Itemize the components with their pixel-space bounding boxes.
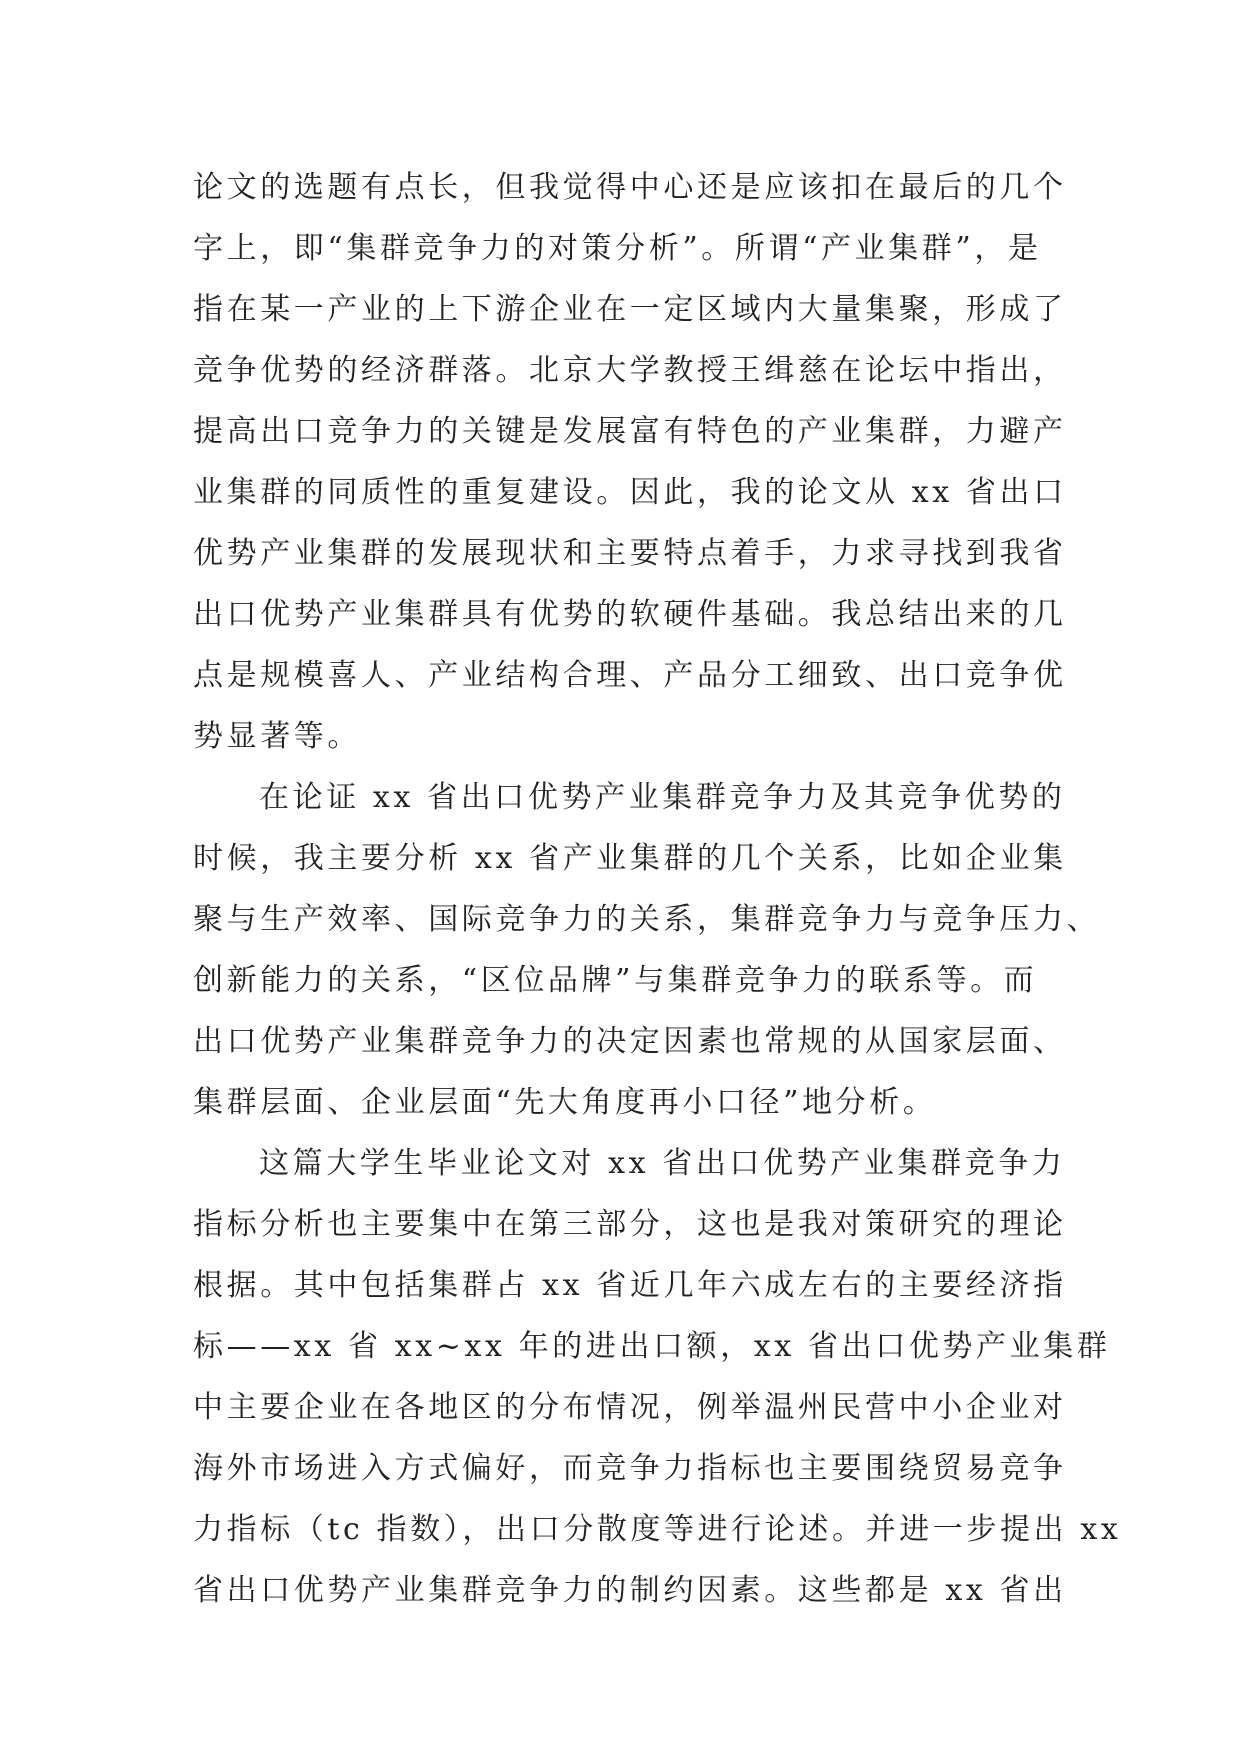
paragraph-start-line: 这篇大学生毕业论文对 xx 省出口优势产业集群竞争力 bbox=[259, 1146, 1066, 1181]
text-line: 标——xx 省 xx~xx 年的进出口额，xx 省出口优势产业集群 bbox=[193, 1329, 1111, 1364]
text-line: 聚与生产效率、国际竞争力的关系，集群竞争力与竞争压力、 bbox=[193, 902, 1101, 937]
text-line: 根据。其中包括集群占 xx 省近几年六成左右的主要经济指 bbox=[193, 1268, 1067, 1303]
text-line: 优势产业集群的发展现状和主要特点着手，力求寻找到我省 bbox=[193, 536, 1067, 571]
text-line: 指在某一产业的上下游企业在一定区域内大量集聚，形成了 bbox=[193, 292, 1067, 327]
text-line: 时候，我主要分析 xx 省产业集群的几个关系，比如企业集 bbox=[193, 841, 1067, 876]
text-line: 论文的选题有点长，但我觉得中心还是应该扣在最后的几个 bbox=[193, 170, 1067, 205]
text-line: 业集群的同质性的重复建设。因此，我的论文从 xx 省出口 bbox=[193, 475, 1067, 510]
text-line: 出口优势产业集群具有优势的软硬件基础。我总结出来的几 bbox=[193, 597, 1067, 632]
text-line: 点是规模喜人、产业结构合理、产品分工细致、出口竞争优 bbox=[193, 658, 1067, 693]
text-line: 海外市场进入方式偏好，而竞争力指标也主要围绕贸易竞争 bbox=[193, 1451, 1067, 1486]
text-line: 创新能力的关系，“区位品牌”与集群竞争力的联系等。而 bbox=[193, 963, 1038, 998]
text-line: 力指标（tc 指数），出口分散度等进行论述。并进一步提出 xx bbox=[193, 1512, 1122, 1547]
text-line: 中主要企业在各地区的分布情况，例举温州民营中小企业对 bbox=[193, 1390, 1067, 1425]
body-text bbox=[193, 157, 1122, 1621]
text-line: 省出口优势产业集群竞争力的制约因素。这些都是 xx 省出 bbox=[193, 1573, 1067, 1608]
text-line: 提高出口竞争力的关键是发展富有特色的产业集群，力避产 bbox=[193, 414, 1067, 449]
paragraph-start-line: 在论证 xx 省出口优势产业集群竞争力及其竞争优势的 bbox=[259, 780, 1066, 815]
text-line: 出口优势产业集群竞争力的决定因素也常规的从国家层面、 bbox=[193, 1024, 1067, 1059]
text-line: 竞争优势的经济群落。北京大学教授王缉慈在论坛中指出， bbox=[193, 353, 1067, 388]
text-line: 势显著等。 bbox=[193, 719, 361, 754]
text-line: 集群层面、企业层面“先大角度再小口径”地分析。 bbox=[193, 1085, 937, 1120]
text-line: 指标分析也主要集中在第三部分，这也是我对策研究的理论 bbox=[193, 1207, 1067, 1242]
text-line: 字上，即“集群竞争力的对策分析”。所谓“产业集群”，是 bbox=[193, 231, 1042, 266]
